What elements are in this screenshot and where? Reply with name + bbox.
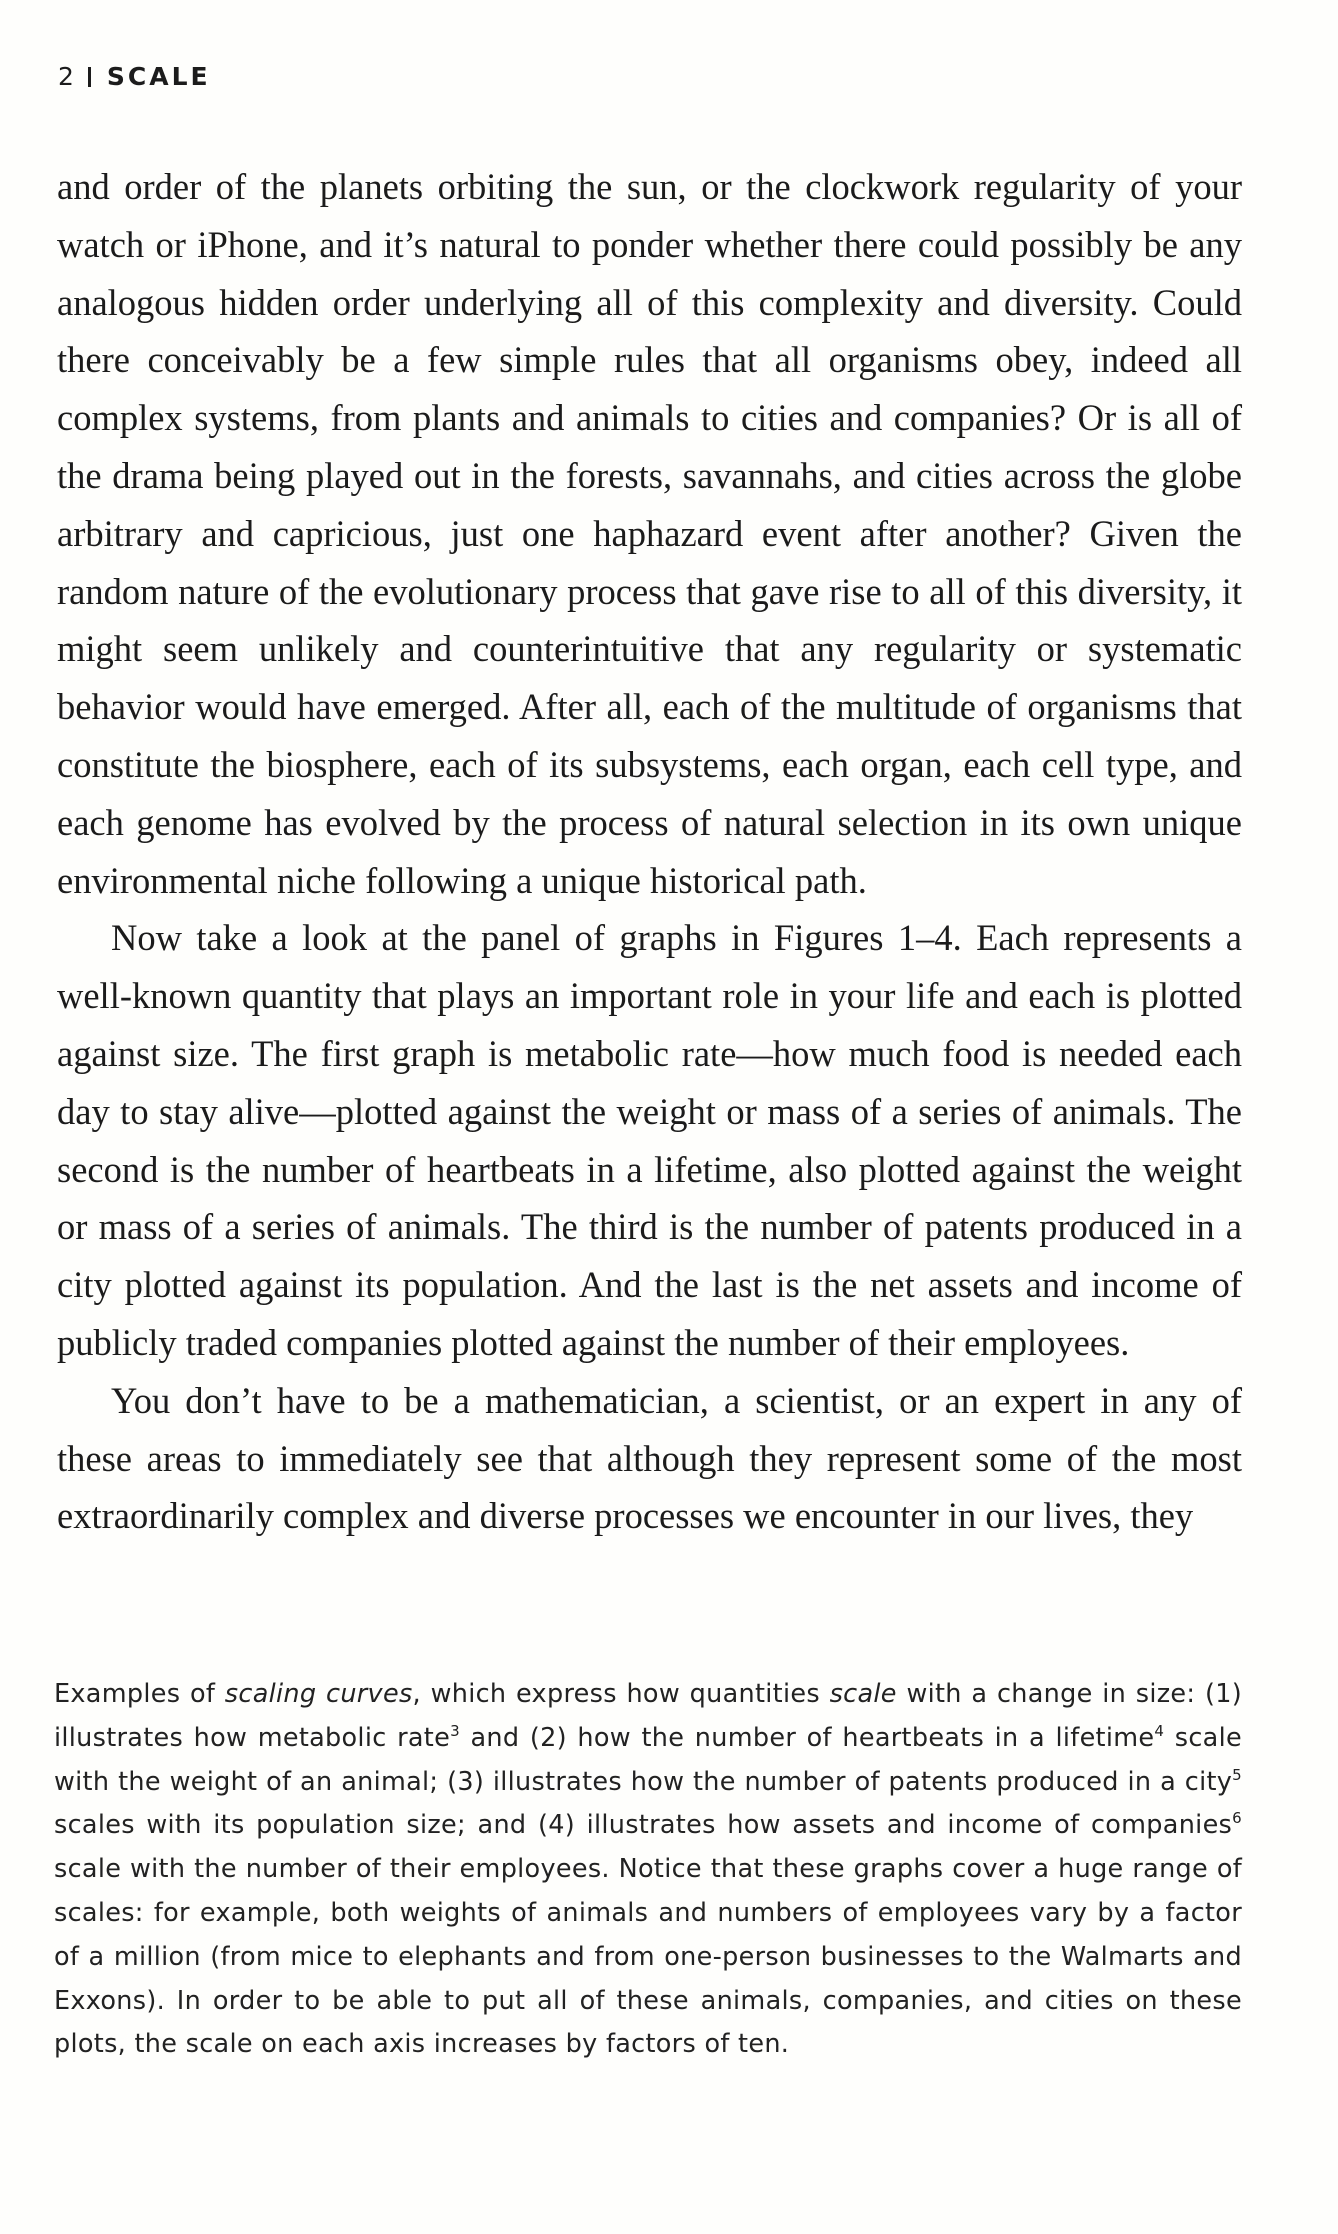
footnote-ref: 3 bbox=[450, 1721, 460, 1740]
paragraph-observation: You don’t have to be a mathematician, a scientist, or an expert in any of these areas to immediately see that although they represent some of the most extraordinarily complex and diverse processes we encounter in our lives, they bbox=[57, 1379, 1242, 1537]
running-title: SCALE bbox=[106, 62, 211, 91]
caption-term-scaling-curves: scaling curves bbox=[224, 1679, 413, 1709]
footnote-ref: 6 bbox=[1232, 1809, 1242, 1828]
header-separator bbox=[88, 67, 91, 87]
caption-text: and (2) how the number of heartbeats in a lifetime bbox=[459, 1722, 1155, 1753]
footnote-ref: 4 bbox=[1154, 1721, 1165, 1740]
caption-text: scale with the number of their employees. Notice that these graphs cover a huge range of scales: for example, both weights of animals and numbers of employees vary by a factor of a million (from mice to elephants and from one-person businesses to the Walmarts and Exxons). In order to be able to put all of these animals, companies, and cities on these plots, the scale on each axis increases by factors of ten. bbox=[54, 1854, 1242, 2060]
body-text bbox=[57, 158, 1242, 1545]
caption-term-scale: scale bbox=[829, 1679, 897, 1709]
paragraph-figures: Now take a look at the panel of graphs in Figures 1–4. Each represents a well-known quantity that plays an important role in your life and each is plotted against size. The first graph is metabolic rate—how much food is needed each day to stay alive—plotted against the weight or mass of a series of animals. The second is the number of heartbeats in a lifetime, also plotted against the weight or mass of a series of animals. The third is the number of patents produced in a city plotted against its population. And the last is the net assets and income of publicly traded companies plotted against the number of their employees. bbox=[57, 917, 1242, 1363]
paragraph-continued: and order of the planets orbiting the sun, or the clockwork regularity of your watch or iPhone, and it’s natural to ponder whether there could possibly be any analogous hidden order underlying all of this complexity and diversity. Could there conceivably be a few simple rules that all organisms obey, indeed all complex systems, from plants and animals to cities and companies? Or is all of the drama being played out in the forests, savannahs, and cities across the globe arbitrary and capricious, just one haphazard event after another? Given the random nature of the evolutionary process that gave rise to all of this diversity, it might seem unlikely and counterintuitive that any regularity or systematic behavior would have emerged. After all, each of the multitude of organisms that constitute the biosphere, each of its subsystems, each organ, each cell type, and each genome has evolved by the process of natural selection in its own unique environmental niche following a unique historical path. bbox=[57, 166, 1242, 901]
running-head bbox=[58, 62, 211, 91]
footnote-ref: 5 bbox=[1232, 1765, 1242, 1784]
figure-caption bbox=[54, 1673, 1242, 2067]
caption-lead: Examples of bbox=[54, 1679, 225, 1709]
caption-text: with a change in size: (1) illustrates how metabolic rate bbox=[54, 1679, 1242, 1753]
caption-text: scales with its population size; and (4) illustrates how assets and income of companies bbox=[54, 1810, 1233, 1841]
page-number: 2 bbox=[58, 62, 74, 91]
caption-text: , which express how quantities bbox=[412, 1679, 830, 1709]
caption-text: scale with the weight of an animal; (3) illustrates how the number of patents produced in a city bbox=[54, 1722, 1242, 1797]
